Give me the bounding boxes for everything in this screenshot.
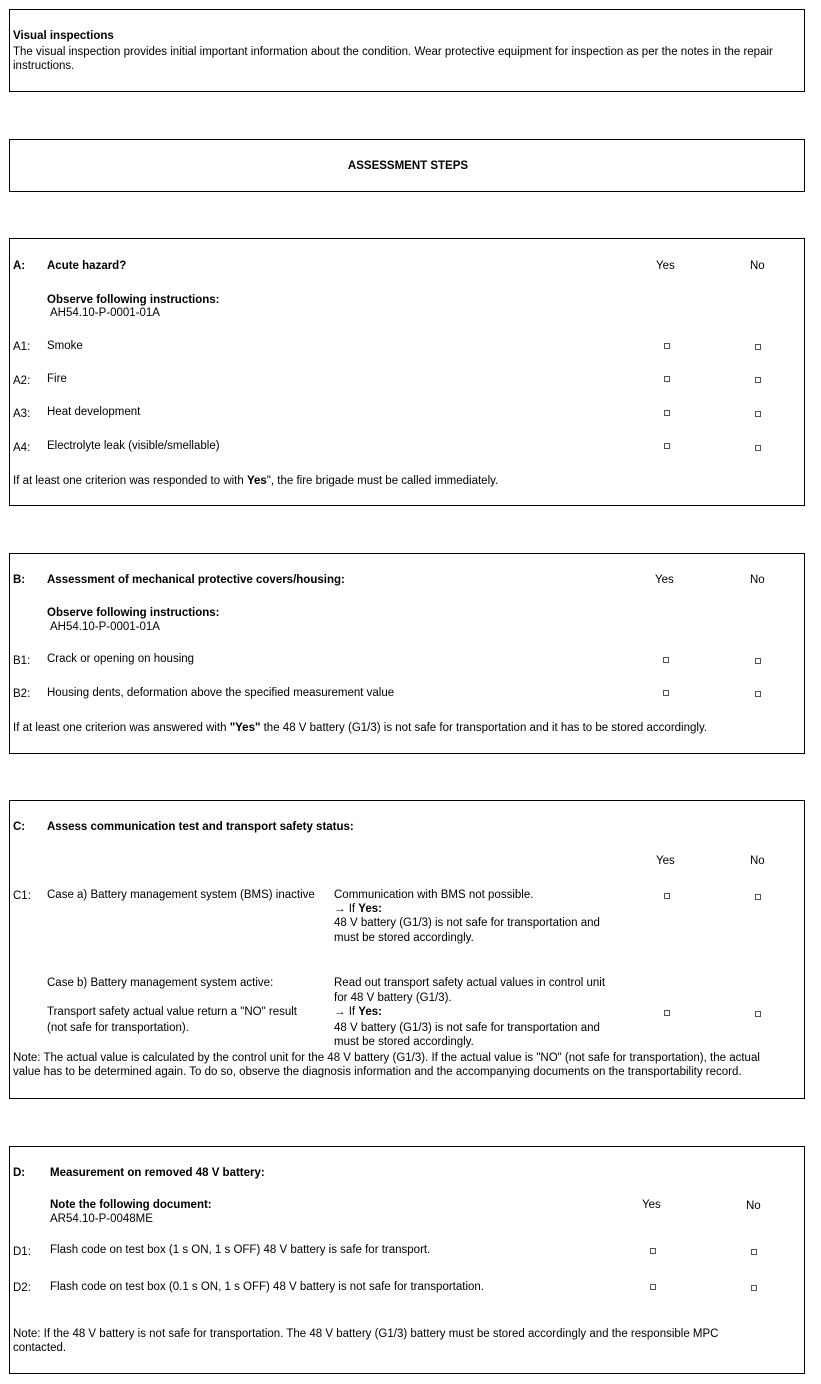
section-c-code: C: [13,821,26,833]
criterion-code: D2: [13,1282,31,1294]
yes-checkbox[interactable] [664,343,670,349]
section-b-code: B: [13,574,26,586]
section-c-box [9,800,805,1099]
criterion-label: Flash code on test box (0.1 s ON, 1 s OFF) 48 V battery is not safe for transportation. [50,1281,485,1293]
criterion-label: Crack or opening on housing [47,653,195,665]
case-a-result: Communication with BMS not possible. [334,889,534,901]
no-checkbox[interactable] [755,445,761,451]
arrow-text: → If [334,1006,359,1018]
arrow-text: → If [334,903,359,915]
criterion-code: A1: [13,341,31,353]
section-c-title: Assess communication test and transport safety status: [47,821,354,833]
note-emphasis: Yes [246,475,267,487]
visual-inspections-text: The visual inspection provides initial important information about the condition. Wear protective equipment for inspection as per the notes in the repair instructions. [13,46,773,72]
criterion-label: Flash code on test box (1 s ON, 1 s OFF) 48 V battery is safe for transport. [50,1244,431,1256]
instruction-document-ref: AH54.10-P-0001-01A [50,621,160,633]
no-checkbox[interactable] [755,411,761,417]
case-a-consequence: must be stored accordingly. [334,932,474,944]
yes-header: Yes [656,260,675,272]
no-checkbox[interactable] [755,894,761,900]
no-header: No [746,1200,761,1212]
no-header: No [750,260,765,272]
yes-checkbox[interactable] [663,690,669,696]
criterion-code: B1: [13,655,31,667]
criterion-code: B2: [13,688,31,700]
section-c-note: Note: The actual value is calculated by the control unit for the 48 V battery (G1/3). If the actual value is "NO" (not safe for transportation), the actual [13,1052,760,1064]
case-b-detail: (not safe for transportation). [47,1022,189,1034]
no-header: No [750,855,765,867]
section-a-code: A: [13,260,26,272]
criterion-code: A2: [13,375,31,387]
case-b-action: for 48 V battery (G1/3). [334,992,452,1004]
note-text: ", the fire brigade must be called immediately. [266,475,499,487]
no-checkbox[interactable] [755,377,761,383]
yes-header: Yes [655,574,674,586]
section-d-box [9,1146,805,1374]
yes-checkbox[interactable] [664,410,670,416]
criterion-code: C1: [13,890,31,902]
section-a-box [9,238,805,506]
criterion-label: Fire [47,373,67,385]
section-a-title: Acute hazard? [47,260,127,272]
section-a-note [13,474,498,488]
section-b-box [9,553,805,754]
case-b-if-yes [334,1005,382,1019]
observe-instructions-label: Observe following instructions: [47,294,220,306]
case-b-consequence: 48 V battery (G1/3) is not safe for transportation and [334,1022,600,1034]
no-checkbox[interactable] [755,1011,761,1017]
yes-checkbox[interactable] [664,376,670,382]
case-b-consequence: must be stored accordingly. [334,1036,474,1048]
yes-checkbox[interactable] [650,1248,656,1254]
criterion-code: A3: [13,408,31,420]
note-document-ref: AR54.10-P-0048ME [50,1213,153,1225]
visual-inspections-box [9,9,805,92]
assessment-steps-title: ASSESSMENT STEPS [347,160,469,172]
assessment-steps-box [9,139,805,192]
case-a-consequence: 48 V battery (G1/3) is not safe for transportation and [334,917,600,929]
note-document-label: Note the following document: [50,1199,212,1211]
yes-checkbox[interactable] [664,443,670,449]
section-d-note: Note: If the 48 V battery is not safe for transportation. The 48 V battery (G1/3) battery must be stored accordingly and the responsible MPC [13,1328,719,1340]
case-b-action: Read out transport safety actual values in control unit [334,977,606,989]
if-yes-label: Yes: [358,903,382,915]
yes-checkbox[interactable] [664,893,670,899]
criterion-code: D1: [13,1246,31,1258]
no-header: No [750,574,765,586]
criterion-label: Smoke [47,340,83,352]
note-text: the 48 V battery (G1/3) is not safe for transportation and it has to be stored accordingly. [260,722,708,734]
section-b-title: Assessment of mechanical protective covers/housing: [47,574,345,586]
if-yes-label: Yes: [358,1006,382,1018]
no-checkbox[interactable] [751,1285,757,1291]
section-d-code: D: [13,1167,26,1179]
note-emphasis: "Yes" [229,722,261,734]
criterion-code: A4: [13,442,31,454]
section-d-note: contacted. [13,1342,67,1354]
no-checkbox[interactable] [755,658,761,664]
section-b-note [13,721,707,735]
no-checkbox[interactable] [755,344,761,350]
case-b-detail: Transport safety actual value return a "NO" result [47,1006,297,1018]
yes-checkbox[interactable] [650,1284,656,1290]
observe-instructions-label: Observe following instructions: [47,607,220,619]
visual-inspections-heading: Visual inspections [13,30,114,42]
yes-checkbox[interactable] [664,1010,670,1016]
criterion-label: Housing dents, deformation above the specified measurement value [47,687,395,699]
yes-header: Yes [642,1199,661,1211]
instruction-document-ref: AH54.10-P-0001-01A [50,307,160,319]
criterion-label: Electrolyte leak (visible/smellable) [47,440,220,452]
note-text: If at least one criterion was responded to with [13,475,247,487]
case-a-if-yes [334,902,382,916]
yes-header: Yes [656,855,675,867]
case-a-label: Case a) Battery management system (BMS) inactive [47,889,315,901]
yes-checkbox[interactable] [663,657,669,663]
no-checkbox[interactable] [755,691,761,697]
criterion-label: Heat development [47,406,141,418]
case-b-label: Case b) Battery management system active: [47,977,274,989]
no-checkbox[interactable] [751,1249,757,1255]
note-text: If at least one criterion was answered with [13,722,230,734]
section-c-note: value has to be determined again. To do so, observe the diagnosis information and the accompanying documents on the transportability record. [13,1066,742,1078]
section-d-title: Measurement on removed 48 V battery: [50,1167,265,1179]
